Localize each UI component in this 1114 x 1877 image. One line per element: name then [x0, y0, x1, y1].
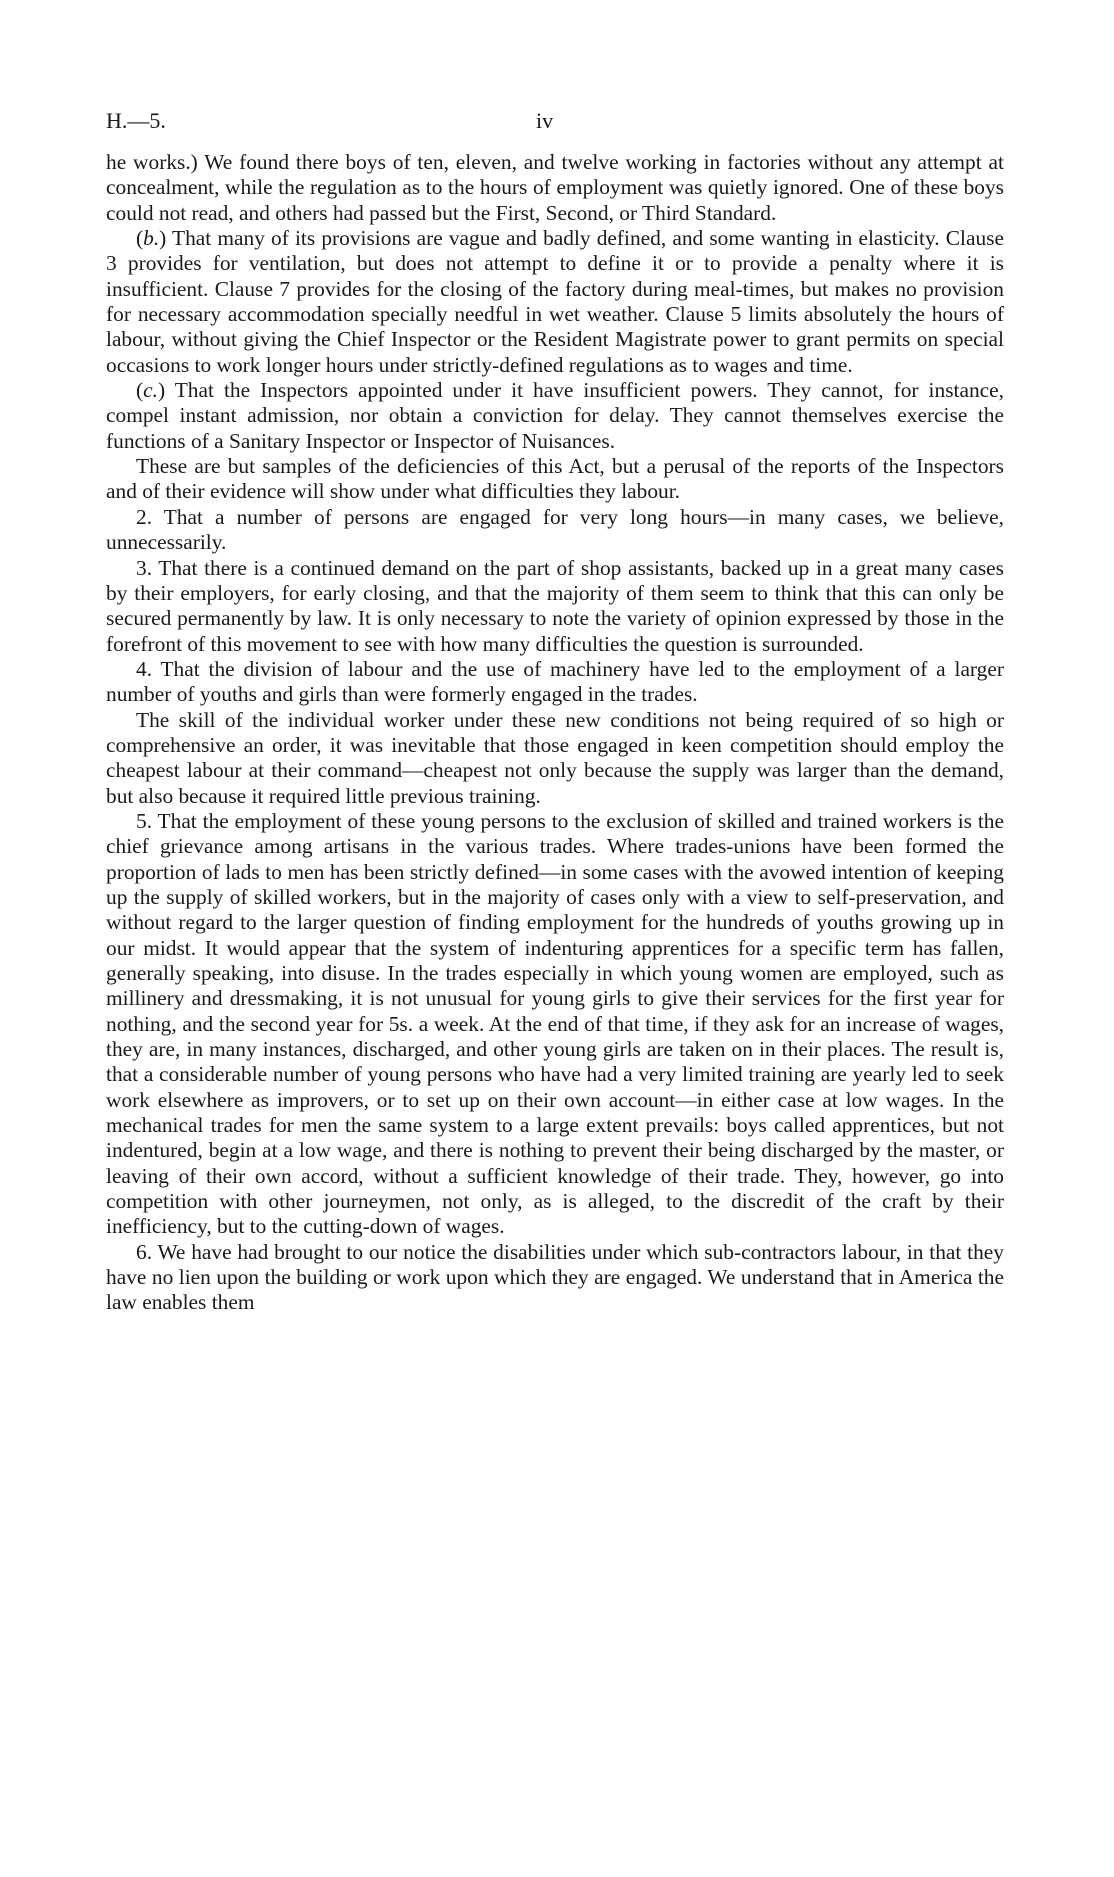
paragraph-point-5: 5. That the employment of these young persons to the exclusion of skilled and trained workers is the chief grievance among artisans in the various trades. Where trades-unions have been formed the proportion of lads to men has been strictly defined—in some cases with the avowed intention of keeping up the supply of skilled workers, but in the majority of cases only with a view to self-preservation, and without regard to the larger question of finding employment for the hundreds of youths growing up in our midst. It would appear that the system of indenturing apprentices for a specific term has fallen, generally speaking, into disuse. In the trades especially in which young women are employed, such as millinery and dressmaking, it is not unusual for young girls to give their services for the first year for nothing, and the second year for 5s. a week. At the end of that time, if they ask for an increase of wages, they are, in many instances, discharged, and other young girls are taken on in their places. The result is, that a considerable number of young persons who have had a very limited training are yearly led to seek work elsewhere as improvers, or to set up on their own account—in either case at low wages. In the mechanical trades for men the same system to a large extent prevails: boys called apprentices, but not indentured, begin at a low wage, and there is nothing to prevent their being discharged by the master, or leaving of their own accord, without a sufficient knowledge of their trade. They, however, go into competition with other journeymen, not only, as is alleged, to the discredit of the craft by their inefficiency, but to the cutting-down of wages.	[106, 808, 1004, 1239]
page-number: iv	[536, 108, 554, 133]
paragraph-clause-b: (b.) That many of its provisions are vague and badly defined, and some wanting in elasticity. Clause 3 provides for ventilation, but does not attempt to define it or to provide a penalty where it is insufficient. Clause 7 provides for the closing of the factory during meal-times, but makes no provision for necessary accommodation specially needful in wet weather. Clause 5 limits absolutely the hours of labour, without giving the Chief Inspector or the Resident Magistrate power to grant permits on special occasions to work longer hours under strictly-defined regulations as to wages and time.	[106, 226, 1004, 377]
body-text	[106, 150, 1004, 1316]
paragraph-point-6: 6. We have had brought to our notice the disabilities under which sub-contractors labour, in that they have no lien upon the building or work upon which they are engaged. We understand that in America the law enables them	[106, 1239, 1004, 1315]
paragraph-deficiencies-summary: These are but samples of the deficiencies of this Act, but a perusal of the reports of the Inspectors and of their evidence will show under what difficulties they labour.	[106, 454, 1004, 504]
paragraph-point-4: 4. That the division of labour and the use of machinery have led to the employment of a larger number of youths and girls than were formerly engaged in the trades.	[106, 656, 1004, 707]
paragraph-text: That the Inspectors appointed under it have insufficient powers. They cannot, for instance, compel instant admission, nor obtain a conviction for delay. They cannot themselves exercise the functions of a Sanitary Inspector or Inspector of Nuisances.	[106, 378, 1004, 453]
paragraph-clause-c: (c.) That the Inspectors appointed under it have insufficient powers. They cannot, for instance, compel instant admission, nor obtain a conviction for delay. They cannot themselves exercise the functions of a Sanitary Inspector or Inspector of Nuisances.	[106, 378, 1004, 453]
paragraph-point-2: 2. That a number of persons are engaged for very long hours—in many cases, we believe, unnecessarily.	[106, 504, 1004, 555]
clause-label: b.	[143, 226, 160, 251]
paragraph-text: That many of its provisions are vague and badly defined, and some wanting in elasticity. Clause 3 provides for ventilation, but does not attempt to define it or to provide a penalty where it is insufficient. Clause 7 provides for the closing of the factory during meal-times, but makes no provision for necessary accommodation specially needful in wet weather. Clause 5 limits absolutely the hours of labour, without giving the Chief Inspector or the Resident Magistrate power to grant permits on special occasions to work longer hours under strictly-defined regulations as to wages and time.	[106, 226, 1004, 377]
paragraph-skill-of-worker: The skill of the individual worker under these new conditions not being required of so high or comprehensive an order, it was inevitable that those engaged in keen competition should employ the cheapest labour at their command—cheapest not only because the supply was larger than the demand, but also because it required little previous training.	[106, 707, 1004, 808]
paragraph-point-3: 3. That there is a continued demand on the part of shop assistants, backed up in a great many cases by their employers, for early closing, and that the majority of them seem to think that this can only be secured permanently by law. It is only necessary to note the variety of opinion expressed by those in the forefront of this movement to see with how many difficulties the question is surrounded.	[106, 555, 1004, 656]
document-reference: H.—5.	[106, 108, 166, 133]
paragraph-continuation: he works.) We found there boys of ten, eleven, and twelve working in factories without any attempt at concealment, while the regulation as to the hours of employment was quietly ignored. One of these boys could not read, and others had passed but the First, Second, or Third Standard.	[106, 150, 1004, 225]
clause-label: c.	[143, 378, 158, 403]
running-header	[106, 108, 1004, 144]
document-page	[106, 108, 1004, 1316]
